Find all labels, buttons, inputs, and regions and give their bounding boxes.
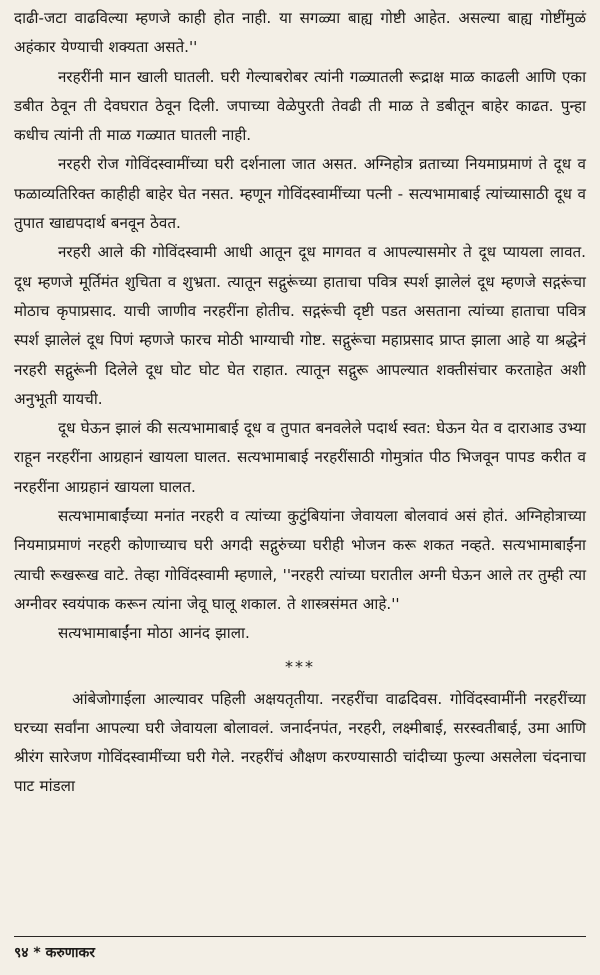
paragraph-1: दाढी-जटा वाढविल्या म्हणजे काही होत नाही. या सगळ्या बाह्य गोष्टी आहेत. असल्या बाह्य गोष्टींमुळं अहंकार येण्याची शक्यता असते.'' <box>14 9 586 57</box>
page-footer: ९४ * करुणाकर <box>14 945 95 961</box>
paragraph-2: नरहरींनी मान खाली घातली. घरी गेल्याबरोबर त्यांनी गळ्यातली रूद्राक्ष माळ काढली आणि एका डबीत ठेवून ती देवघरात ठेवून दिली. जपाच्या वेळेपुरती तेवढी ती माळ ते डबीतून बाहेर काढत. पुन्हा कधीच त्यांनी ती माळ गळ्यात घातली नाही. <box>14 67 586 145</box>
paragraph-7: सत्यभामाबाईंना मोठा आनंद झाला. <box>58 624 250 643</box>
paragraph-6: सत्यभामाबाईंच्या मनांत नरहरी व त्यांच्या कुटुंबियांना जेवायला बोलवावं असं होतं. अग्निहोत्राच्या नियमाप्रमाणं नरहरी कोणाच्याच घरी अगदी सद्गुरुंच्या घरीही भोजन करू शकत नव्हते. सत्यभामाबाईंना त्याची रूखरूख वाटे. तेव्हा गोविंदस्वामी म्हणाले, ''नरहरी त्यांच्या घरातील अग्नी घेऊन आले तर तुम्ही त्या अग्नीवर स्वयंपाक करून त्यांना जेवू घालू शकाल. ते शास्त्रसंमत आहे.'' <box>14 507 586 613</box>
paragraph-5: दूध घेऊन झालं की सत्यभामाबाई दूध व तुपात बनवलेले पदार्थ स्वत: घेऊन येत व दाराआड उभ्या राहून नरहरींना आग्रहानं खायला घालत. सत्यभामाबाई नरहरींसाठी गोमुत्रांत पीठ भिजवून पापड करीत व नरहरींना आग्रहानं खायला घालत. <box>14 419 586 496</box>
paragraph-8: आंबेजोगाईला आल्यावर पहिली अक्षयतृतीया. नरहरींचा वाढदिवस. गोविंदस्वामींनी नरहरींच्या घरच्या सर्वांना आपल्या घरी जेवायला बोलावलं. जनार्दनपंत, नरहरी, लक्ष्मीबाई, सरस्वतीबाई, उमा आणि श्रीरंग सारेजण गोविंदस्वामींच्या घरी गेले. नरहरींचं औक्षण करण्यासाठी चांदीच्या फुल्या असलेला चंदनाचा पाट मांडला <box>14 689 586 796</box>
paragraph-3: नरहरी रोज गोविंदस्वामींच्या घरी दर्शनाला जात असत. अग्निहोत्र व्रताच्या नियमाप्रमाणं ते दूध व फळाव्यतिरिक्त काहीही बाहेर घेत नसत. म्हणून गोविंदस्वामींच्या पत्नी - सत्यभामाबाई त्यांच्यासाठी दूध व तुपात खाद्यपदार्थ बनवून ठेवत. <box>14 155 586 233</box>
body-text <box>14 4 586 802</box>
paragraph-4: नरहरी आले की गोविंदस्वामी आधी आतून दूध मागवत व आपल्यासमोर ते दूध प्यायला लावत. दूध म्हणजे मूर्तिमंत शुचिता व शुभ्रता. त्यातून सद्गुरूंच्या हाताचा पवित्र स्पर्श झालेलं दूध म्हणजे सद्गरूंचा मोठाच कृपाप्रसाद. याची जाणीव नरहरींना होतीच. सद्गरूंची दृष्टी पडत असताना त्यांच्या हाताचा पवित्र स्पर्श झालेलं दूध पिणं म्हणजे फारच मोठी भाग्याची गोष्ट. सद्गुरूंचा महाप्रसाद प्राप्त झाला आहे या श्रद्धेनं नरहरी सद्गुरूंनी दिलेले दूध घोट घोट घेत राहात. त्यातून सद्गुरू आपल्यात शक्तीसंचार करताहेत अशी अनुभूती यायची. <box>14 243 586 408</box>
section-separator: *** <box>285 656 315 676</box>
footer-divider <box>14 936 586 937</box>
